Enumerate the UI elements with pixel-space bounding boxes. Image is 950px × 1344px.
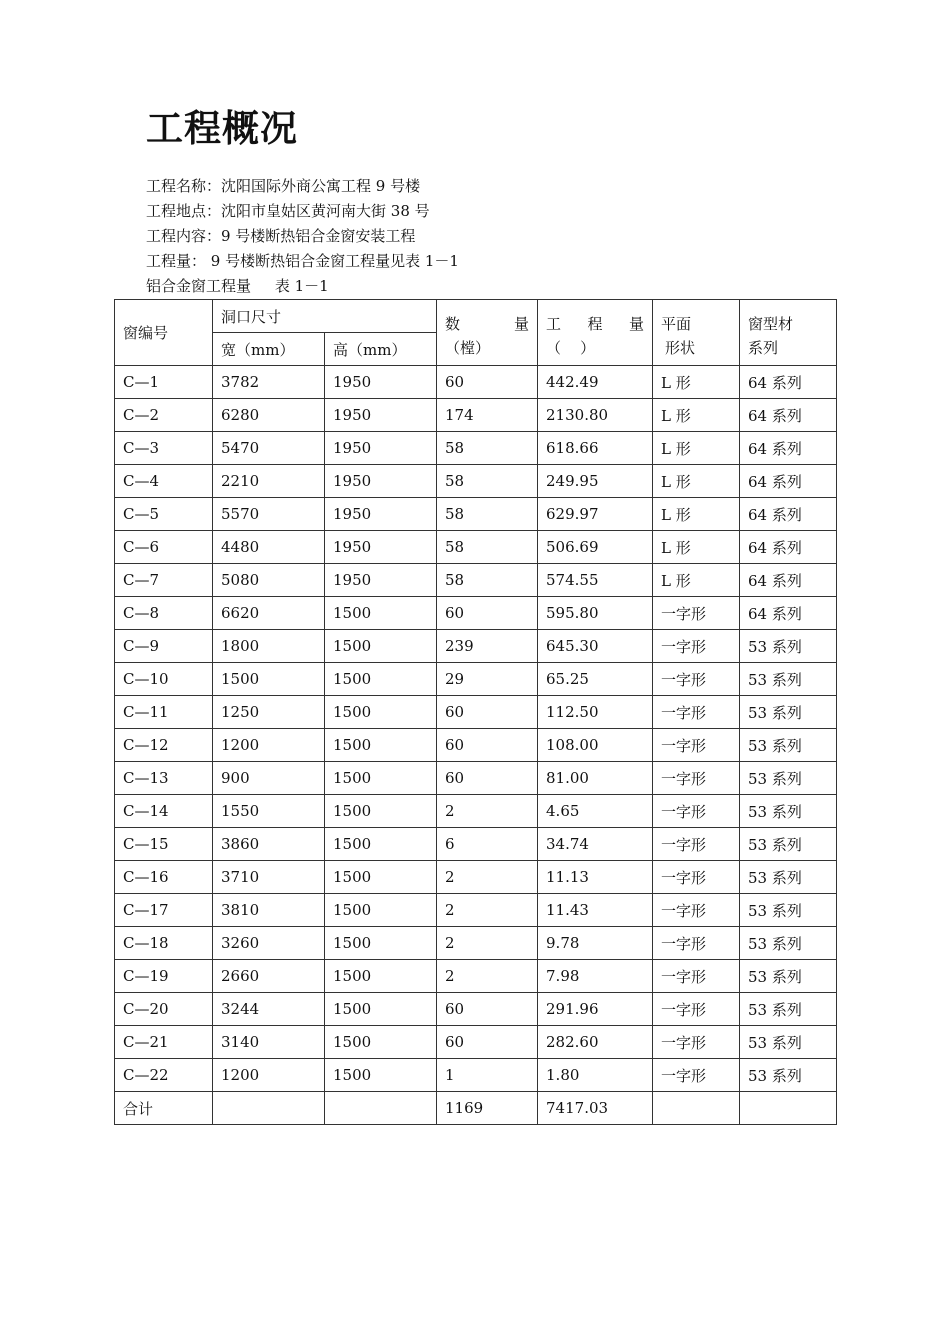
- cell-work-amount: 291.96: [538, 993, 653, 1026]
- header-quantity: [437, 300, 538, 366]
- cell-height: 1500: [325, 795, 437, 828]
- cell-series: 53 系列: [740, 828, 837, 861]
- info-project-location: 工程地点：沈阳市皇姑区黄河南大街 38 号: [146, 202, 430, 220]
- cell-series: 53 系列: [740, 663, 837, 696]
- cell-work-amount: 629.97: [538, 498, 653, 531]
- cell-quantity: 6: [437, 828, 538, 861]
- cell-series: 53 系列: [740, 960, 837, 993]
- header-window-no: 窗编号: [115, 300, 213, 366]
- table-row: [115, 1026, 837, 1059]
- cell-shape: 一字形: [653, 828, 740, 861]
- cell-shape: 一字形: [653, 993, 740, 1026]
- table-row: [115, 498, 837, 531]
- cell-work-amount: 112.50: [538, 696, 653, 729]
- header-work-amount: [538, 300, 653, 366]
- cell-shape: L 形: [653, 432, 740, 465]
- table-row: [115, 366, 837, 399]
- header-shape: [653, 300, 740, 366]
- cell-window-no: C—19: [115, 960, 213, 993]
- cell-shape: 一字形: [653, 663, 740, 696]
- cell-shape: L 形: [653, 465, 740, 498]
- cell-window-no: C—8: [115, 597, 213, 630]
- cell-height: 1500: [325, 927, 437, 960]
- header-series: [740, 300, 837, 366]
- table-row: [115, 597, 837, 630]
- cell-quantity: 58: [437, 498, 538, 531]
- cell-series: 53 系列: [740, 696, 837, 729]
- header-quantity-2: 量: [514, 315, 530, 333]
- cell-work-amount: 81.00: [538, 762, 653, 795]
- header-width: 宽（mm）: [213, 333, 325, 366]
- cell-width: 3782: [213, 366, 325, 399]
- cell-height: 1950: [325, 366, 437, 399]
- cell-quantity: 60: [437, 1026, 538, 1059]
- cell-height: 1950: [325, 531, 437, 564]
- header-shape-1: 平面: [661, 315, 692, 333]
- cell-series: 53 系列: [740, 1059, 837, 1092]
- cell-window-no: C—15: [115, 828, 213, 861]
- cell-shape: 一字形: [653, 927, 740, 960]
- cell-shape: 一字形: [653, 861, 740, 894]
- cell-window-no: C—13: [115, 762, 213, 795]
- cell-width: 6620: [213, 597, 325, 630]
- cell-work-amount: 506.69: [538, 531, 653, 564]
- cell-shape: 一字形: [653, 1026, 740, 1059]
- cell-quantity: 60: [437, 729, 538, 762]
- cell-series: 64 系列: [740, 465, 837, 498]
- cell-series: 64 系列: [740, 597, 837, 630]
- cell-width: 5570: [213, 498, 325, 531]
- table-row: [115, 729, 837, 762]
- cell-series: 64 系列: [740, 531, 837, 564]
- cell-shape: 一字形: [653, 762, 740, 795]
- cell-series: 53 系列: [740, 729, 837, 762]
- cell-window-no: C—3: [115, 432, 213, 465]
- cell-quantity: 239: [437, 630, 538, 663]
- cell-shape: 一字形: [653, 795, 740, 828]
- table-row: [115, 663, 837, 696]
- cell-width: 3860: [213, 828, 325, 861]
- cell-window-no: C—5: [115, 498, 213, 531]
- cell-quantity: 58: [437, 564, 538, 597]
- cell-width: 1550: [213, 795, 325, 828]
- cell-series: 53 系列: [740, 894, 837, 927]
- header-quantity-unit: （樘）: [445, 339, 491, 357]
- cell-work-amount: 9.78: [538, 927, 653, 960]
- table-row: [115, 993, 837, 1026]
- table-row: [115, 960, 837, 993]
- cell-width: 1200: [213, 729, 325, 762]
- header-series-2: 系列: [748, 339, 779, 357]
- cell-quantity: 2: [437, 795, 538, 828]
- cell-height: 1950: [325, 399, 437, 432]
- total-cell-window-no: 合计: [115, 1092, 213, 1125]
- table-row: [115, 564, 837, 597]
- cell-window-no: C—22: [115, 1059, 213, 1092]
- cell-work-amount: 11.43: [538, 894, 653, 927]
- cell-height: 1500: [325, 630, 437, 663]
- cell-work-amount: 108.00: [538, 729, 653, 762]
- cell-width: 4480: [213, 531, 325, 564]
- cell-quantity: 2: [437, 861, 538, 894]
- cell-shape: 一字形: [653, 1059, 740, 1092]
- cell-window-no: C—9: [115, 630, 213, 663]
- cell-width: 3710: [213, 861, 325, 894]
- table-row: [115, 861, 837, 894]
- header-shape-2: 形状: [665, 339, 696, 357]
- cell-series: 64 系列: [740, 498, 837, 531]
- cell-shape: 一字形: [653, 696, 740, 729]
- cell-height: 1500: [325, 861, 437, 894]
- table-row: [115, 630, 837, 663]
- cell-quantity: 60: [437, 696, 538, 729]
- cell-series: 53 系列: [740, 927, 837, 960]
- cell-quantity: 60: [437, 597, 538, 630]
- cell-window-no: C—12: [115, 729, 213, 762]
- cell-height: 1500: [325, 762, 437, 795]
- cell-width: 1250: [213, 696, 325, 729]
- cell-shape: L 形: [653, 498, 740, 531]
- table-body: [115, 366, 837, 1125]
- cell-width: 5470: [213, 432, 325, 465]
- cell-work-amount: 7.98: [538, 960, 653, 993]
- total-cell-width: [213, 1092, 325, 1125]
- cell-series: 53 系列: [740, 795, 837, 828]
- header-work-3: 量: [628, 315, 644, 333]
- cell-window-no: C—6: [115, 531, 213, 564]
- cell-window-no: C—11: [115, 696, 213, 729]
- cell-work-amount: 645.30: [538, 630, 653, 663]
- cell-shape: 一字形: [653, 597, 740, 630]
- cell-work-amount: 618.66: [538, 432, 653, 465]
- table-row: [115, 465, 837, 498]
- cell-width: 2660: [213, 960, 325, 993]
- cell-series: 53 系列: [740, 993, 837, 1026]
- cell-width: 5080: [213, 564, 325, 597]
- table-row: [115, 894, 837, 927]
- cell-work-amount: 574.55: [538, 564, 653, 597]
- cell-work-amount: 2130.80: [538, 399, 653, 432]
- cell-quantity: 60: [437, 993, 538, 1026]
- cell-work-amount: 4.65: [538, 795, 653, 828]
- cell-series: 53 系列: [740, 1026, 837, 1059]
- info-project-name: 工程名称：沈阳国际外商公寓工程 9 号楼: [146, 177, 421, 195]
- cell-work-amount: 34.74: [538, 828, 653, 861]
- cell-quantity: 174: [437, 399, 538, 432]
- cell-quantity: 2: [437, 960, 538, 993]
- cell-window-no: C—16: [115, 861, 213, 894]
- cell-window-no: C—10: [115, 663, 213, 696]
- cell-height: 1500: [325, 729, 437, 762]
- table-row: [115, 762, 837, 795]
- info-project-content: 工程内容：9 号楼断热铝合金窗安装工程: [146, 227, 416, 245]
- cell-height: 1500: [325, 1059, 437, 1092]
- table-row: [115, 432, 837, 465]
- cell-height: 1950: [325, 465, 437, 498]
- cell-series: 53 系列: [740, 762, 837, 795]
- cell-series: 64 系列: [740, 564, 837, 597]
- header-series-1: 窗型材: [748, 315, 794, 333]
- cell-shape: L 形: [653, 564, 740, 597]
- cell-height: 1950: [325, 564, 437, 597]
- project-info: [146, 174, 846, 299]
- cell-quantity: 60: [437, 366, 538, 399]
- header-work-unit: （ ）: [546, 339, 596, 357]
- cell-shape: 一字形: [653, 894, 740, 927]
- cell-series: 64 系列: [740, 399, 837, 432]
- cell-window-no: C—20: [115, 993, 213, 1026]
- cell-window-no: C—17: [115, 894, 213, 927]
- cell-shape: 一字形: [653, 960, 740, 993]
- total-cell-height: [325, 1092, 437, 1125]
- table-row: [115, 399, 837, 432]
- cell-quantity: 1: [437, 1059, 538, 1092]
- cell-window-no: C—2: [115, 399, 213, 432]
- cell-work-amount: 249.95: [538, 465, 653, 498]
- cell-window-no: C—7: [115, 564, 213, 597]
- cell-quantity: 60: [437, 762, 538, 795]
- cell-quantity: 58: [437, 531, 538, 564]
- table-row: [115, 1059, 837, 1092]
- cell-quantity: 58: [437, 465, 538, 498]
- cell-work-amount: 282.60: [538, 1026, 653, 1059]
- header-quantity-1: 数: [445, 315, 461, 333]
- header-work-1: 工: [546, 315, 562, 333]
- cell-height: 1950: [325, 432, 437, 465]
- cell-width: 1500: [213, 663, 325, 696]
- header-row-1: [115, 300, 837, 333]
- cell-width: 3260: [213, 927, 325, 960]
- cell-width: 2210: [213, 465, 325, 498]
- cell-work-amount: 1.80: [538, 1059, 653, 1092]
- cell-series: 53 系列: [740, 861, 837, 894]
- cell-work-amount: 442.49: [538, 366, 653, 399]
- cell-work-amount: 595.80: [538, 597, 653, 630]
- cell-shape: L 形: [653, 366, 740, 399]
- header-work-2: 程: [587, 315, 603, 333]
- cell-height: 1500: [325, 696, 437, 729]
- table-row: [115, 696, 837, 729]
- cell-shape: L 形: [653, 399, 740, 432]
- table-row: [115, 828, 837, 861]
- page-title: 工程概况: [146, 107, 298, 150]
- cell-quantity: 2: [437, 927, 538, 960]
- cell-shape: L 形: [653, 531, 740, 564]
- cell-width: 1800: [213, 630, 325, 663]
- table-row: [115, 795, 837, 828]
- cell-height: 1500: [325, 663, 437, 696]
- cell-height: 1500: [325, 960, 437, 993]
- table-row: [115, 927, 837, 960]
- cell-shape: 一字形: [653, 630, 740, 663]
- total-cell-quantity: 1169: [437, 1092, 538, 1125]
- cell-width: 6280: [213, 399, 325, 432]
- cell-series: 64 系列: [740, 366, 837, 399]
- total-cell-work-amount: 7417.03: [538, 1092, 653, 1125]
- header-opening-size: 洞口尺寸: [213, 300, 437, 333]
- cell-shape: 一字形: [653, 729, 740, 762]
- header-height: 高（mm）: [325, 333, 437, 366]
- cell-width: 900: [213, 762, 325, 795]
- cell-window-no: C—21: [115, 1026, 213, 1059]
- cell-height: 1500: [325, 1026, 437, 1059]
- cell-width: 1200: [213, 1059, 325, 1092]
- cell-series: 64 系列: [740, 432, 837, 465]
- cell-height: 1500: [325, 993, 437, 1026]
- cell-series: 53 系列: [740, 630, 837, 663]
- cell-width: 3810: [213, 894, 325, 927]
- table-row: [115, 531, 837, 564]
- cell-window-no: C—14: [115, 795, 213, 828]
- cell-work-amount: 65.25: [538, 663, 653, 696]
- cell-work-amount: 11.13: [538, 861, 653, 894]
- cell-window-no: C—4: [115, 465, 213, 498]
- cell-quantity: 58: [437, 432, 538, 465]
- total-cell-series: [740, 1092, 837, 1125]
- window-quantity-table: [114, 299, 837, 1125]
- cell-width: 3140: [213, 1026, 325, 1059]
- total-cell-shape: [653, 1092, 740, 1125]
- cell-height: 1500: [325, 828, 437, 861]
- cell-height: 1950: [325, 498, 437, 531]
- info-project-quantity: 工程量： 9 号楼断热铝合金窗工程量见表 1－1: [146, 252, 459, 270]
- cell-quantity: 2: [437, 894, 538, 927]
- table-caption: 铝合金窗工程量 表 1－1: [146, 277, 329, 295]
- cell-width: 3244: [213, 993, 325, 1026]
- total-row: [115, 1092, 837, 1125]
- cell-height: 1500: [325, 597, 437, 630]
- cell-height: 1500: [325, 894, 437, 927]
- cell-window-no: C—1: [115, 366, 213, 399]
- cell-quantity: 29: [437, 663, 538, 696]
- cell-window-no: C—18: [115, 927, 213, 960]
